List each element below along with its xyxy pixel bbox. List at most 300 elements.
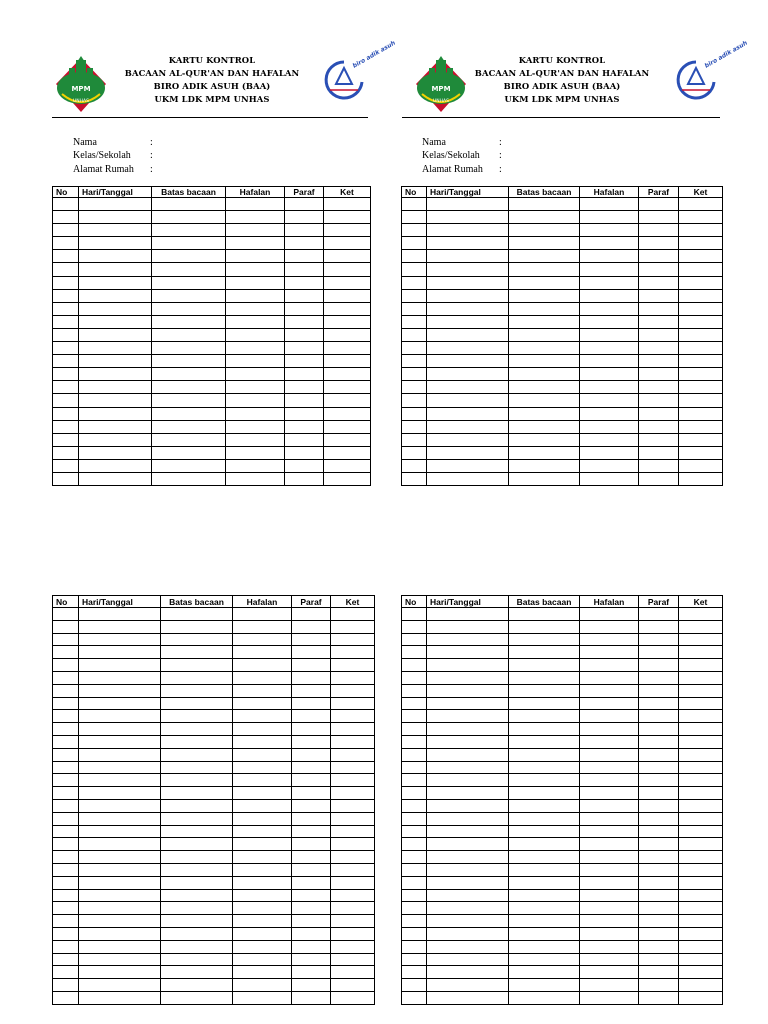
table-cell[interactable] (679, 761, 723, 774)
table-cell[interactable] (402, 825, 427, 838)
table-cell[interactable] (79, 774, 161, 787)
table-cell[interactable] (79, 902, 161, 915)
table-cell[interactable] (509, 684, 580, 697)
table-cell[interactable] (427, 876, 509, 889)
table-cell[interactable] (402, 671, 427, 684)
table-cell[interactable] (331, 812, 375, 825)
table-cell[interactable] (331, 940, 375, 953)
table-cell[interactable] (152, 237, 226, 250)
table-cell[interactable] (639, 211, 679, 224)
table-cell[interactable] (79, 979, 161, 992)
table-cell[interactable] (639, 608, 679, 621)
table-cell[interactable] (679, 459, 723, 472)
table-cell[interactable] (402, 250, 427, 263)
table-cell[interactable] (580, 620, 639, 633)
table-cell[interactable] (509, 812, 580, 825)
table-cell[interactable] (679, 774, 723, 787)
table-cell[interactable] (580, 420, 639, 433)
table-cell[interactable] (427, 659, 509, 672)
table-cell[interactable] (53, 940, 79, 953)
table-cell[interactable] (679, 289, 723, 302)
table-cell[interactable] (233, 812, 292, 825)
table-cell[interactable] (79, 646, 161, 659)
table-cell[interactable] (639, 697, 679, 710)
table-cell[interactable] (331, 876, 375, 889)
table-cell[interactable] (53, 250, 79, 263)
table-cell[interactable] (233, 940, 292, 953)
table-cell[interactable] (427, 838, 509, 851)
table-cell[interactable] (292, 710, 331, 723)
table-cell[interactable] (292, 671, 331, 684)
table-cell[interactable] (679, 211, 723, 224)
table-cell[interactable] (292, 812, 331, 825)
table-cell[interactable] (509, 276, 580, 289)
table-cell[interactable] (639, 787, 679, 800)
table-cell[interactable] (509, 459, 580, 472)
table-cell[interactable] (402, 315, 427, 328)
table-cell[interactable] (331, 966, 375, 979)
table-cell[interactable] (233, 876, 292, 889)
table-cell[interactable] (679, 263, 723, 276)
table-cell[interactable] (402, 446, 427, 459)
table-cell[interactable] (639, 902, 679, 915)
table-cell[interactable] (679, 979, 723, 992)
table-cell[interactable] (292, 633, 331, 646)
table-cell[interactable] (427, 446, 509, 459)
table-cell[interactable] (639, 446, 679, 459)
table-cell[interactable] (509, 633, 580, 646)
table-cell[interactable] (509, 735, 580, 748)
table-cell[interactable] (580, 774, 639, 787)
table-cell[interactable] (639, 472, 679, 485)
table-cell[interactable] (580, 697, 639, 710)
table-cell[interactable] (639, 876, 679, 889)
table-cell[interactable] (639, 991, 679, 1004)
table-cell[interactable] (285, 237, 324, 250)
table-cell[interactable] (152, 315, 226, 328)
table-cell[interactable] (53, 671, 79, 684)
table-cell[interactable] (639, 915, 679, 928)
table-cell[interactable] (79, 342, 152, 355)
table-cell[interactable] (580, 355, 639, 368)
table-cell[interactable] (285, 250, 324, 263)
table-cell[interactable] (639, 237, 679, 250)
table-cell[interactable] (226, 250, 285, 263)
table-cell[interactable] (580, 966, 639, 979)
table-cell[interactable] (580, 927, 639, 940)
table-cell[interactable] (324, 276, 371, 289)
table-cell[interactable] (53, 838, 79, 851)
table-cell[interactable] (324, 459, 371, 472)
table-cell[interactable] (427, 407, 509, 420)
table-cell[interactable] (427, 761, 509, 774)
table-cell[interactable] (402, 237, 427, 250)
table-cell[interactable] (509, 420, 580, 433)
table-cell[interactable] (427, 459, 509, 472)
table-cell[interactable] (331, 915, 375, 928)
table-cell[interactable] (233, 863, 292, 876)
table-cell[interactable] (285, 407, 324, 420)
table-cell[interactable] (427, 774, 509, 787)
table-cell[interactable] (152, 407, 226, 420)
table-cell[interactable] (679, 368, 723, 381)
table-cell[interactable] (427, 851, 509, 864)
table-cell[interactable] (331, 723, 375, 736)
table-cell[interactable] (580, 851, 639, 864)
table-cell[interactable] (79, 263, 152, 276)
table-cell[interactable] (427, 211, 509, 224)
table-cell[interactable] (679, 315, 723, 328)
table-cell[interactable] (509, 198, 580, 211)
table-cell[interactable] (161, 646, 233, 659)
table-cell[interactable] (402, 697, 427, 710)
table-cell[interactable] (79, 671, 161, 684)
table-cell[interactable] (679, 302, 723, 315)
table-cell[interactable] (79, 237, 152, 250)
table-cell[interactable] (509, 608, 580, 621)
table-cell[interactable] (152, 446, 226, 459)
table-cell[interactable] (402, 902, 427, 915)
table-cell[interactable] (161, 915, 233, 928)
table-cell[interactable] (331, 838, 375, 851)
table-cell[interactable] (427, 198, 509, 211)
table-cell[interactable] (53, 966, 79, 979)
table-cell[interactable] (580, 315, 639, 328)
table-cell[interactable] (226, 355, 285, 368)
table-cell[interactable] (509, 342, 580, 355)
table-cell[interactable] (580, 799, 639, 812)
table-cell[interactable] (285, 302, 324, 315)
table-cell[interactable] (509, 328, 580, 341)
table-cell[interactable] (161, 735, 233, 748)
table-cell[interactable] (427, 889, 509, 902)
table-cell[interactable] (53, 723, 79, 736)
table-cell[interactable] (679, 966, 723, 979)
table-cell[interactable] (580, 342, 639, 355)
table-cell[interactable] (285, 198, 324, 211)
table-cell[interactable] (285, 315, 324, 328)
table-cell[interactable] (509, 315, 580, 328)
table-cell[interactable] (679, 355, 723, 368)
table-cell[interactable] (679, 646, 723, 659)
table-cell[interactable] (233, 608, 292, 621)
table-cell[interactable] (233, 953, 292, 966)
table-cell[interactable] (639, 368, 679, 381)
table-cell[interactable] (580, 263, 639, 276)
table-cell[interactable] (580, 838, 639, 851)
table-cell[interactable] (331, 774, 375, 787)
table-cell[interactable] (580, 328, 639, 341)
table-cell[interactable] (79, 211, 152, 224)
table-cell[interactable] (639, 723, 679, 736)
table-cell[interactable] (53, 633, 79, 646)
table-cell[interactable] (639, 953, 679, 966)
table-cell[interactable] (152, 381, 226, 394)
table-cell[interactable] (427, 723, 509, 736)
table-cell[interactable] (292, 902, 331, 915)
table-cell[interactable] (292, 876, 331, 889)
table-cell[interactable] (679, 812, 723, 825)
table-cell[interactable] (402, 211, 427, 224)
table-cell[interactable] (226, 472, 285, 485)
table-cell[interactable] (679, 799, 723, 812)
table-cell[interactable] (509, 355, 580, 368)
table-cell[interactable] (580, 671, 639, 684)
table-cell[interactable] (53, 748, 79, 761)
table-cell[interactable] (79, 684, 161, 697)
table-cell[interactable] (233, 774, 292, 787)
table-cell[interactable] (639, 276, 679, 289)
table-cell[interactable] (331, 761, 375, 774)
table-cell[interactable] (580, 710, 639, 723)
table-cell[interactable] (639, 799, 679, 812)
table-cell[interactable] (509, 263, 580, 276)
table-cell[interactable] (402, 472, 427, 485)
table-cell[interactable] (79, 289, 152, 302)
table-cell[interactable] (580, 368, 639, 381)
table-cell[interactable] (580, 991, 639, 1004)
table-cell[interactable] (161, 991, 233, 1004)
table-cell[interactable] (53, 276, 79, 289)
table-cell[interactable] (331, 646, 375, 659)
table-cell[interactable] (580, 394, 639, 407)
table-cell[interactable] (152, 459, 226, 472)
table-cell[interactable] (161, 774, 233, 787)
table-cell[interactable] (679, 608, 723, 621)
table-cell[interactable] (79, 394, 152, 407)
table-cell[interactable] (79, 940, 161, 953)
table-cell[interactable] (639, 198, 679, 211)
table-cell[interactable] (639, 342, 679, 355)
table-cell[interactable] (79, 991, 161, 1004)
table-cell[interactable] (233, 851, 292, 864)
table-cell[interactable] (331, 889, 375, 902)
table-cell[interactable] (161, 851, 233, 864)
table-cell[interactable] (509, 748, 580, 761)
table-cell[interactable] (580, 289, 639, 302)
table-cell[interactable] (53, 420, 79, 433)
table-cell[interactable] (679, 927, 723, 940)
table-cell[interactable] (580, 915, 639, 928)
table-cell[interactable] (324, 198, 371, 211)
table-cell[interactable] (161, 787, 233, 800)
table-cell[interactable] (509, 979, 580, 992)
table-cell[interactable] (285, 459, 324, 472)
table-cell[interactable] (679, 825, 723, 838)
table-cell[interactable] (509, 761, 580, 774)
table-cell[interactable] (79, 825, 161, 838)
table-cell[interactable] (679, 735, 723, 748)
table-cell[interactable] (79, 620, 161, 633)
table-cell[interactable] (509, 902, 580, 915)
table-cell[interactable] (233, 927, 292, 940)
table-cell[interactable] (427, 671, 509, 684)
table-cell[interactable] (427, 799, 509, 812)
table-cell[interactable] (79, 608, 161, 621)
table-cell[interactable] (580, 250, 639, 263)
table-cell[interactable] (152, 198, 226, 211)
table-cell[interactable] (226, 368, 285, 381)
table-cell[interactable] (292, 927, 331, 940)
table-cell[interactable] (331, 748, 375, 761)
table-cell[interactable] (324, 211, 371, 224)
table-cell[interactable] (580, 472, 639, 485)
table-cell[interactable] (580, 735, 639, 748)
table-cell[interactable] (53, 289, 79, 302)
table-cell[interactable] (79, 697, 161, 710)
table-cell[interactable] (292, 774, 331, 787)
table-cell[interactable] (233, 633, 292, 646)
table-cell[interactable] (79, 953, 161, 966)
table-cell[interactable] (285, 381, 324, 394)
table-cell[interactable] (639, 774, 679, 787)
table-cell[interactable] (292, 761, 331, 774)
table-cell[interactable] (161, 838, 233, 851)
table-cell[interactable] (679, 710, 723, 723)
table-cell[interactable] (402, 276, 427, 289)
table-cell[interactable] (79, 787, 161, 800)
table-cell[interactable] (580, 459, 639, 472)
table-cell[interactable] (580, 787, 639, 800)
table-cell[interactable] (427, 315, 509, 328)
table-cell[interactable] (679, 953, 723, 966)
table-cell[interactable] (226, 459, 285, 472)
table-cell[interactable] (679, 472, 723, 485)
table-cell[interactable] (226, 263, 285, 276)
table-cell[interactable] (233, 735, 292, 748)
table-cell[interactable] (580, 608, 639, 621)
table-cell[interactable] (580, 902, 639, 915)
table-cell[interactable] (402, 381, 427, 394)
table-cell[interactable] (427, 381, 509, 394)
table-cell[interactable] (53, 927, 79, 940)
table-cell[interactable] (331, 684, 375, 697)
table-cell[interactable] (53, 646, 79, 659)
table-cell[interactable] (402, 420, 427, 433)
table-cell[interactable] (639, 250, 679, 263)
table-cell[interactable] (402, 620, 427, 633)
table-cell[interactable] (639, 940, 679, 953)
table-cell[interactable] (285, 433, 324, 446)
table-cell[interactable] (152, 224, 226, 237)
table-cell[interactable] (324, 472, 371, 485)
table-cell[interactable] (509, 825, 580, 838)
table-cell[interactable] (402, 812, 427, 825)
table-cell[interactable] (509, 250, 580, 263)
table-cell[interactable] (53, 302, 79, 315)
table-cell[interactable] (161, 966, 233, 979)
table-cell[interactable] (580, 433, 639, 446)
table-cell[interactable] (639, 315, 679, 328)
table-cell[interactable] (53, 876, 79, 889)
table-cell[interactable] (427, 684, 509, 697)
table-cell[interactable] (226, 198, 285, 211)
table-cell[interactable] (679, 446, 723, 459)
table-cell[interactable] (79, 723, 161, 736)
table-cell[interactable] (152, 368, 226, 381)
table-cell[interactable] (161, 889, 233, 902)
table-cell[interactable] (679, 328, 723, 341)
table-cell[interactable] (79, 302, 152, 315)
table-cell[interactable] (679, 723, 723, 736)
table-cell[interactable] (79, 368, 152, 381)
table-cell[interactable] (679, 407, 723, 420)
table-cell[interactable] (402, 328, 427, 341)
table-cell[interactable] (639, 633, 679, 646)
table-cell[interactable] (639, 381, 679, 394)
table-cell[interactable] (53, 224, 79, 237)
table-cell[interactable] (233, 646, 292, 659)
table-cell[interactable] (324, 446, 371, 459)
table-cell[interactable] (679, 237, 723, 250)
table-cell[interactable] (331, 799, 375, 812)
table-cell[interactable] (402, 915, 427, 928)
table-cell[interactable] (79, 276, 152, 289)
table-cell[interactable] (53, 315, 79, 328)
table-cell[interactable] (427, 966, 509, 979)
table-cell[interactable] (53, 684, 79, 697)
table-cell[interactable] (331, 787, 375, 800)
table-cell[interactable] (580, 211, 639, 224)
table-cell[interactable] (509, 671, 580, 684)
table-cell[interactable] (233, 966, 292, 979)
table-cell[interactable] (639, 224, 679, 237)
table-cell[interactable] (53, 620, 79, 633)
table-cell[interactable] (580, 825, 639, 838)
table-cell[interactable] (53, 915, 79, 928)
table-cell[interactable] (639, 620, 679, 633)
table-cell[interactable] (324, 328, 371, 341)
table-cell[interactable] (580, 953, 639, 966)
table-cell[interactable] (226, 289, 285, 302)
table-cell[interactable] (324, 224, 371, 237)
table-cell[interactable] (402, 659, 427, 672)
table-cell[interactable] (580, 446, 639, 459)
table-cell[interactable] (285, 394, 324, 407)
table-cell[interactable] (53, 774, 79, 787)
table-cell[interactable] (402, 459, 427, 472)
table-cell[interactable] (679, 620, 723, 633)
table-cell[interactable] (402, 991, 427, 1004)
table-cell[interactable] (331, 671, 375, 684)
table-cell[interactable] (639, 459, 679, 472)
table-cell[interactable] (402, 224, 427, 237)
table-cell[interactable] (79, 659, 161, 672)
table-cell[interactable] (161, 659, 233, 672)
table-cell[interactable] (226, 381, 285, 394)
table-cell[interactable] (402, 608, 427, 621)
table-cell[interactable] (679, 250, 723, 263)
table-cell[interactable] (402, 723, 427, 736)
table-cell[interactable] (509, 876, 580, 889)
table-cell[interactable] (509, 710, 580, 723)
table-cell[interactable] (580, 224, 639, 237)
table-cell[interactable] (679, 889, 723, 902)
table-cell[interactable] (53, 328, 79, 341)
table-cell[interactable] (285, 342, 324, 355)
table-cell[interactable] (402, 838, 427, 851)
table-cell[interactable] (509, 407, 580, 420)
table-cell[interactable] (79, 224, 152, 237)
table-cell[interactable] (679, 276, 723, 289)
table-cell[interactable] (402, 966, 427, 979)
table-cell[interactable] (161, 710, 233, 723)
table-cell[interactable] (402, 761, 427, 774)
table-cell[interactable] (679, 224, 723, 237)
table-cell[interactable] (233, 761, 292, 774)
table-cell[interactable] (402, 979, 427, 992)
table-cell[interactable] (53, 433, 79, 446)
